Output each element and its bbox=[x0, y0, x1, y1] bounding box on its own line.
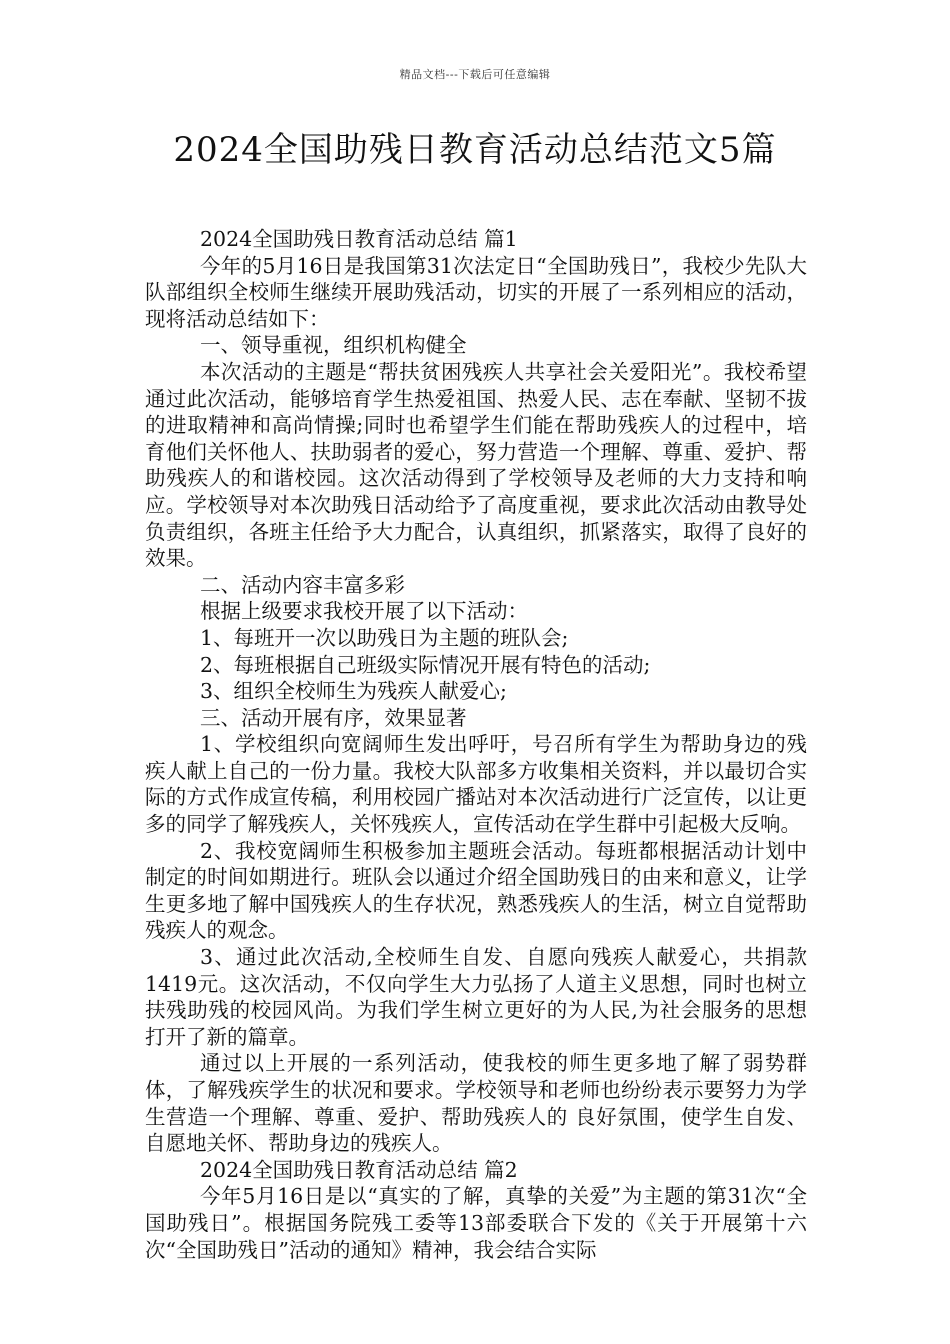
paragraph: 今年的5月16日是我国第31次法定日“全国助残日”，我校少先队大队部组织全校师生继续开展助残活动，切实的开展了一系列相应的活动，现将活动总结如下： bbox=[145, 253, 807, 331]
section-heading: 2024全国助残日教育活动总结 篇2 bbox=[200, 1157, 518, 1182]
subheading: 三、活动开展有序，效果显著 bbox=[200, 705, 467, 730]
document-body bbox=[145, 226, 807, 1263]
paragraph: 通过以上开展的一系列活动，使我校的师生更多地了解了弱势群体，了解残疾学生的状况和要求。学校领导和老师也纷纷表示要努力为学生营造一个理解、尊重、爱护、帮助残疾人的 良好氛围，使学生自发、自愿地关怀、帮助身边的残疾人。 bbox=[145, 1051, 807, 1156]
paragraph: 3、通过此次活动,全校师生自发、自愿向残疾人献爱心，共捐款1419元。这次活动，不仅向学生大力弘扬了人道主义思想，同时也树立扶残助残的校园风尚。为我们学生树立更好的为人民,为社会服务的思想打开了新的篇章。 bbox=[145, 945, 807, 1049]
list-item: 2、每班根据自己班级实际情况开展有特色的活动; bbox=[200, 652, 651, 677]
paragraph: 2、我校宽阔师生积极参加主题班会活动。每班都根据活动计划中制定的时间如期进行。班队会以通过介绍全国助残日的由来和意义，让学生更多地了解中国残疾人的生存状况，熟悉残疾人的生活，树立自觉帮助残疾人的观念。 bbox=[145, 838, 807, 943]
header-note: 精品文档---下载后可任意编辑 bbox=[399, 68, 551, 81]
document-title: 2024全国助残日教育活动总结范文5篇 bbox=[173, 130, 777, 170]
list-item: 1、每班开一次以助残日为主题的班队会; bbox=[200, 625, 569, 650]
paragraph: 本次活动的主题是“帮扶贫困残疾人共享社会关爱阳光”。我校希望通过此次活动，能够培育学生热爱祖国、热爱人民、志在奉献、坚韧不拔的进取精神和高尚情操;同时也希望学生们能在帮助残疾人的过程中，培育他们关怀他人、扶助弱者的爱心，努力营造一个理解、尊重、爱护、帮助残疾人的和谐校园。这次活动得到了学校领导及老师的大力支持和响应。学校领导对本次助残日活动给予了高度重视，要求此次活动由教导处负责组织，各班主任给予大力配合，认真组织，抓紧落实，取得了良好的效果。 bbox=[145, 359, 807, 571]
paragraph: 今年5月16日是以“真实的了解，真挚的关爱”为主题的第31次“全国助残日”。根据国务院残工委等13部委联合下发的《关于开展第十六次“全国助残日”活动的通知》精神，我会结合实际 bbox=[145, 1184, 807, 1262]
subheading: 二、活动内容丰富多彩 bbox=[200, 572, 405, 597]
paragraph: 根据上级要求我校开展了以下活动： bbox=[200, 599, 528, 624]
paragraph: 1、学校组织向宽阔师生发出呼吁，号召所有学生为帮助身边的残疾人献上自己的一份力量。我校大队部多方收集相关资料，并以最切合实际的方式作成宣传稿，利用校园广播站对本次活动进行广泛宣传，以让更多的同学了解残疾人，关怀残疾人，宣传活动在学生群中引起极大反响。 bbox=[145, 732, 807, 837]
section-heading: 2024全国助残日教育活动总结 篇1 bbox=[200, 227, 518, 251]
list-item: 3、组织全校师生为残疾人献爱心; bbox=[200, 679, 507, 704]
subheading: 一、领导重视，组织机构健全 bbox=[200, 333, 467, 358]
